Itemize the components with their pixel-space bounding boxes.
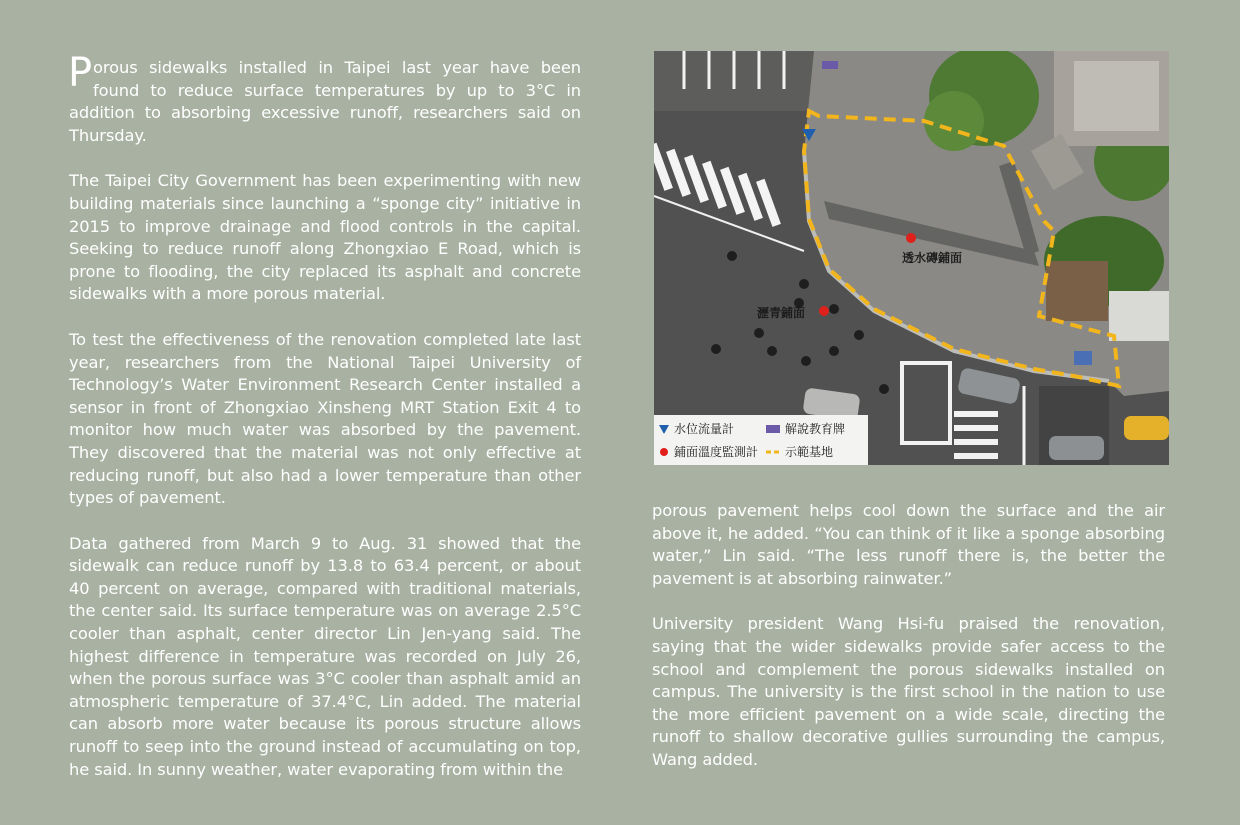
dot-marker-icon bbox=[659, 447, 669, 457]
drop-cap: P bbox=[68, 50, 93, 96]
triangle-marker-icon bbox=[659, 424, 669, 434]
legend-item-flow-meter bbox=[659, 420, 734, 437]
legend-item-sign bbox=[766, 420, 845, 437]
legend-label-temp-sensor: 鋪面溫度監測計 bbox=[674, 445, 759, 459]
photo-legend bbox=[654, 415, 868, 465]
paragraph-4: Data gathered from March 9 to Aug. 31 showed that the sidewalk can reduce runoff by 13.8 to 63.4 percent, or about 40 percent on average, compared with traditional materials, the center said. Its surface temperature was on average 2.5°C cooler than asphalt, center director Lin Jen-yang said. The highest difference in temperature was recorded on July 26, when the porous surface was 3°C cooler than asphalt amid an atmospheric temperature of 37.4°C, Lin added. The material can absorb more water because its porous structure allows runoff to seep into the ground instead of accumulating on top, he said. In sunny weather, water evaporating from within the bbox=[69, 533, 581, 779]
article-column-left bbox=[68, 50, 581, 804]
article-column-right bbox=[652, 500, 1165, 795]
paragraph-2: The Taipei City Government has been experimenting with new building materials since launching a “sponge city” initiative in 2015 to improve drainage and flood controls in the capital. Seeking to reduce runoff along Zhongxiao E Road, which is prone to flooding, the city replaced its asphalt and concrete sidewalks with a more porous material. bbox=[69, 171, 581, 304]
legend-label-sign: 解說教育牌 bbox=[785, 422, 846, 436]
aerial-photo bbox=[654, 51, 1169, 465]
paragraph-3: To test the effectiveness of the renovation completed late last year, researchers from the National Taipei University of Technology’s Water Environment Research Center installed a sensor in front of Zhongxiao Xinsheng MRT Station Exit 4 to monitor how much water was absorbed by the pavement. They discovered that the material was not only effective at reducing runoff, but also had a lower temperature than other types of pavement. bbox=[69, 329, 581, 508]
label-asphalt-paving: 瀝青鋪面 bbox=[757, 306, 806, 320]
paragraph-6: University president Wang Hsi-fu praised the renovation, saying that the wider sidewalks provide safer access to the school and complement the porous sidewalks installed on campus. The university is the first school in the nation to use the more efficient pavement on a wide scale, directing the runoff to shallow decorative gullies surrounding the campus, Wang added. bbox=[652, 614, 1165, 769]
legend-item-temp-sensor bbox=[659, 443, 758, 460]
paragraph-1 bbox=[68, 50, 581, 147]
paragraph-5: porous pavement helps cool down the surface and the air above it, he added. “You can think of it like a sponge absorbing water,” Lin said. “The less runoff there is, the better the pavement is at absorbing rainwater.” bbox=[652, 501, 1165, 588]
legend-item-demo-site bbox=[766, 443, 833, 460]
label-permeable-paving: 透水磚鋪面 bbox=[902, 251, 963, 265]
legend-label-flow-meter: 水位流量計 bbox=[674, 422, 735, 436]
rectangle-marker-icon bbox=[766, 425, 780, 433]
legend-label-demo-site: 示範基地 bbox=[785, 445, 834, 459]
dashed-line-icon bbox=[766, 447, 780, 457]
paragraph-1-text: orous sidewalks installed in Taipei last year have been found to reduce surface temperatures by up to 3°C in addition to absorbing excessive runoff, researchers said on Thursday. bbox=[69, 58, 581, 145]
